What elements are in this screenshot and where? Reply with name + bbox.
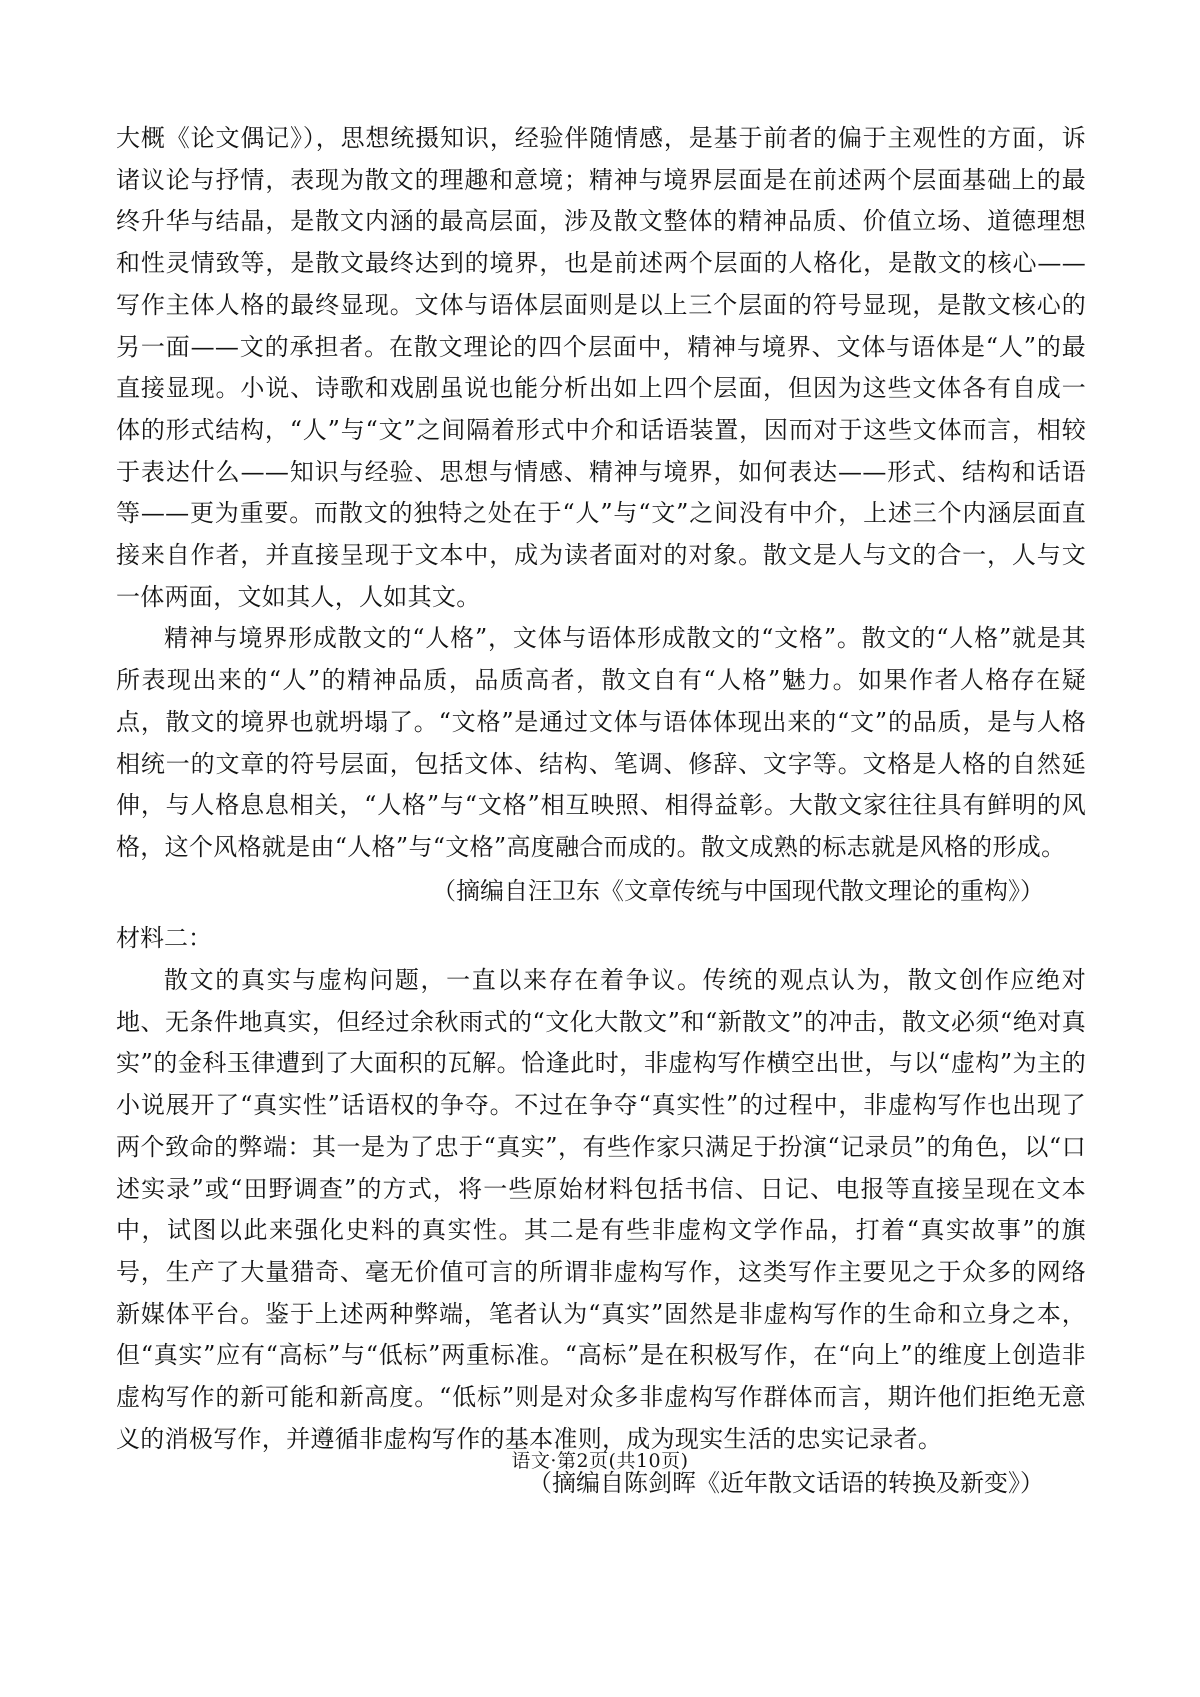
paragraph-material2: 散文的真实与虚构问题，一直以来存在着争议。传统的观点认为，散文创作应绝对地、无条件地真实，但经过余秋雨式的“文化大散文”和“新散文”的冲击，散文必须“绝对真实”的金科玉律遭到了大面积的瓦解。恰逢此时，非虚构写作横空出世，与以“虚构”为主的小说展开了“真实性”话语权的争夺。不过在争夺“真实性”的过程中，非虚构写作也出现了两个致命的弊端：其一是为了忠于“真实”，有些作家只满足于扮演“记录员”的角色，以“口述实录”或“田野调查”的方式，将一些原始材料包括书信、日记、电报等直接呈现在文本中，试图以此来强化史料的真实性。其二是有些非虚构文学作品，打着“真实故事”的旗号，生产了大量猎奇、毫无价值可言的所谓非虚构写作，这类写作主要见之于众多的网络新媒体平台。鉴于上述两种弊端，笔者认为“真实”固然是非虚构写作的生命和立身之本，但“真实”应有“高标”与“低标”两重标准。“高标”是在积极写作，在“向上”的维度上创造非虚构写作的新可能和新高度。“低标”则是对众多非虚构写作群体而言，期许他们拒绝无意义的消极写作，并遵循非虚构写作的基本准则，成为现实生活的忠实记录者。 — [116, 966, 1086, 1453]
source-citation-1: （摘编自汪卫东《文章传统与中国现代散文理论的重构》） — [432, 876, 1044, 905]
source-citation-2: （摘编自陈剑晖《近年散文话语的转换及新变》） — [528, 1468, 1044, 1497]
page-content — [116, 118, 1086, 1510]
page-footer: 语文·第2页(共10页) — [511, 1450, 689, 1472]
material2-heading: 材料二： — [116, 924, 212, 953]
paragraph-material1-personality: 精神与境界形成散文的“人格”，文体与语体形成散文的“文格”。散文的“人格”就是其所表现出来的“人”的精神品质，品质高者，散文自有“人格”魅力。如果作者人格存在疑点，散文的境界也就坍塌了。“文格”是通过文体与语体体现出来的“文”的品质，是与人格相统一的文章的符号层面，包括文体、结构、笔调、修辞、文字等。文格是人格的自然延伸，与人格息息相关，“人格”与“文格”相互映照、相得益彰。大散文家往往具有鲜明的风格，这个风格就是由“人格”与“文格”高度融合而成的。散文成熟的标志就是风格的形成。 — [116, 624, 1086, 861]
paragraph-material1-continuation: 大概《论文偶记》），思想统摄知识，经验伴随情感，是基于前者的偏于主观性的方面，诉诸议论与抒情，表现为散文的理趣和意境；精神与境界层面是在前述两个层面基础上的最终升华与结晶，是散文内涵的最高层面，涉及散文整体的精神品质、价值立场、道德理想和性灵情致等，是散文最终达到的境界，也是前述两个层面的人格化，是散文的核心——写作主体人格的最终显现。文体与语体层面则是以上三个层面的符号显现，是散文核心的另一面——文的承担者。在散文理论的四个层面中，精神与境界、文体与语体是“人”的最直接显现。小说、诗歌和戏剧虽说也能分析出如上四个层面，但因为这些文体各有自成一体的形式结构，“人”与“文”之间隔着形式中介和话语装置，因而对于这些文体而言，相较于表达什么——知识与经验、思想与情感、精神与境界，如何表达——形式、结构和话语等——更为重要。而散文的独特之处在于“人”与“文”之间没有中介，上述三个内涵层面直接来自作者，并直接呈现于文本中，成为读者面对的对象。散文是人与文的合一，人与文一体两面，文如其人，人如其文。 — [116, 124, 1086, 611]
